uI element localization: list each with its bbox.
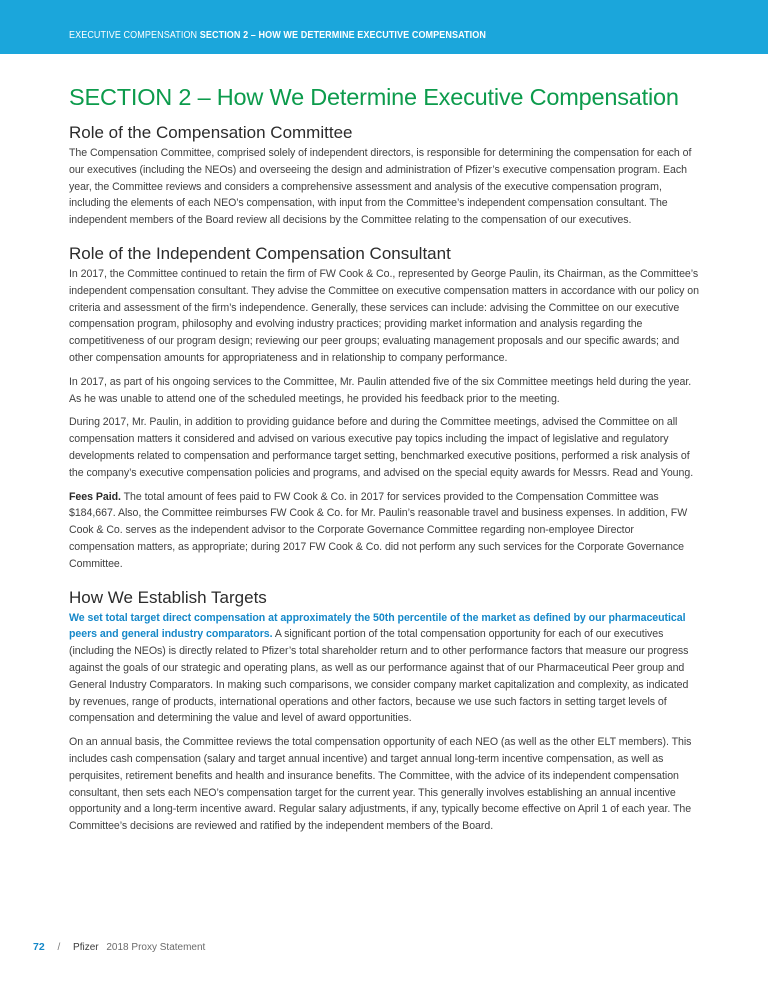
paragraph: In 2017, the Committee continued to retain the firm of FW Cook & Co., represented by George Paulin, its Chairman, as the Committee’s independent compensation consultant. They advise the Committee on executive compensation matters in accordance with our policy on criteria and assessment of the firm’s independence. Generally, these services can include: advising the Committee on our executive compensation program, philosophy and evolving industry practices; providing market information and analysis regarding the competitiveness of our program design; reviewing our peer groups; evaluating management proposals and our specific awards; and other compensation amounts for appropriateness and in relationship to company performance. [69,267,699,364]
breadcrumb-section: EXECUTIVE COMPENSATION [69,29,198,41]
document-body [69,82,701,842]
paragraph: During 2017, Mr. Paulin, in addition to providing guidance before and during the Committee meetings, advised the Committee on all compensation matters it considered and advised on various executive pay topics including the impact of legislative and regulatory developments related to compensation and performance target setting, benchmarked executive positions, performed a risk analysis of the company’s executive compensation policies and programs, and advised on the special equity awards for Messrs. Read and Young. [69,416,694,479]
heading-independent-consultant: Role of the Independent Compensation Consultant [69,243,451,263]
footer-document-title: 2018 Proxy Statement [106,942,206,953]
paragraph: On an annual basis, the Committee reviews the total compensation opportunity of each NEO (as well as the other ELT members). This includes cash compensation (salary and target annual incentive) and target annual long-term incentive compensation, as well as perquisites, retirement benefits and health and insurance benefits. The Committee, with the advice of its independent compensation consultant, then sets each NEO’s compensation target for the current year. This generally involves establishing an annual incentive opportunity and a long-term incentive award. Regular salary adjustments, if any, typically become effective on April 1 of each year. The Committee’s decisions are reviewed and ratified by the independent members of the Board. [69,736,692,833]
targets-highlight: We set total target direct compensation at approximately the 50th percentile of the market as defined by our pharmaceutical peers and general industry comparators. [69,611,686,641]
footer-separator: / [57,942,61,953]
breadcrumb [69,29,486,41]
fees-paid-text: The total amount of fees paid to FW Cook & Co. in 2017 for services provided to the Compensation Committee was $184,667. Also, the Committee reimburses FW Cook & Co. for Mr. Paulin’s reasonable travel and business expenses. In addition, FW Cook & Co. serves as the independent advisor to the Corporate Governance Committee regarding non-employee Director compensation matters, as appropriate; during 2017 FW Cook & Co. did not perform any such services for the Corporate Governance Committee. [69,490,688,570]
footer-brand: Pfizer [73,942,99,953]
page-title: SECTION 2 – How We Determine Executive Compensation [69,84,679,110]
fees-paid-paragraph [69,489,701,573]
targets-lead-paragraph [69,610,701,728]
header-bar [0,0,768,54]
breadcrumb-subsection: SECTION 2 – HOW WE DETERMINE EXECUTIVE COMPENSATION [199,29,486,41]
paragraph: In 2017, as part of his ongoing services to the Committee, Mr. Paulin attended five of the six Committee meetings held during the year. As he was unable to attend one of the scheduled meetings, he provided his feedback prior to the meeting. [69,375,692,405]
heading-compensation-committee: Role of the Compensation Committee [69,123,353,142]
paragraph: The Compensation Committee, comprised solely of independent directors, is responsible for determining the compensation for each of our executives (including the NEOs) and overseeing the design and administration of Pfizer’s executive compensation program. Each year, the Committee reviews and considers a comprehensive assessment and analysis of the executive compensation program, including the elements of each NEO’s compensation, with input from the Committee’s independent compensation consultant. The independent members of the Board review all decisions by the Committee relating to the compensation of our executives. [69,147,692,227]
page-number: 72 [33,941,45,953]
targets-text: A significant portion of the total compensation opportunity for each of our executives (including the NEOs) is directly related to Pfizer’s total shareholder return and to other performance factors that measure our progress against the goals of our strategic and operating plans, as well as our performance against that of our Pharmaceutical Peer group and General Industry Comparators. In making such comparisons, we consider company market capitalization and complexity, as indicated by revenues, range of products, international operations and other factors, because we use such factors in setting target levels of compensation and determining the value and level of award opportunities. [69,628,689,725]
page-footer [33,941,205,953]
fees-paid-label: Fees Paid. [69,490,121,503]
heading-establish-targets: How We Establish Targets [69,587,267,607]
